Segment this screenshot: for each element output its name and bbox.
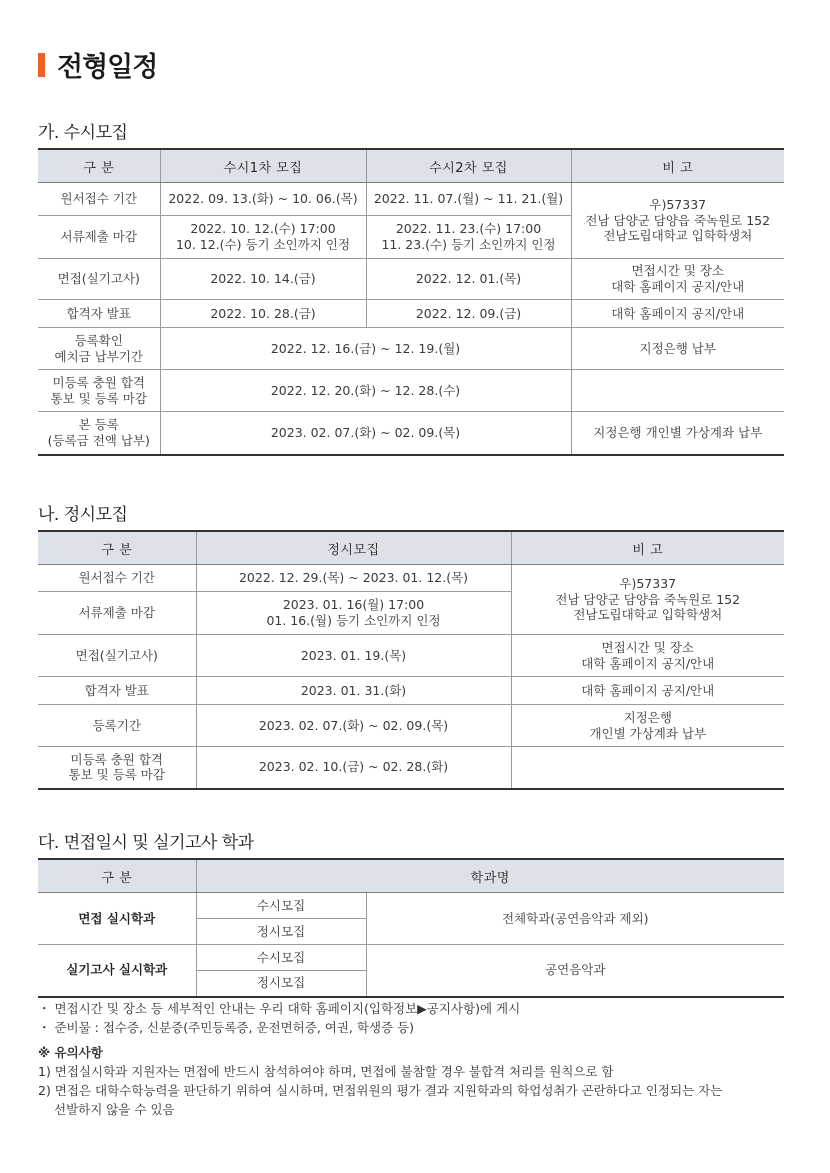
row-label: 원서접수 기간: [60, 191, 137, 207]
row-label: 합격자 발표: [38, 677, 196, 705]
cell-value: 2022. 10. 14.(금): [160, 259, 366, 300]
table-row: [38, 565, 784, 592]
jeongsi-schedule-table: [38, 530, 784, 790]
table-row: [38, 370, 784, 412]
row-label: 서류제출 마감: [38, 216, 160, 259]
header-category: 구 분: [38, 531, 196, 565]
cell-line: 11. 23.(수) 등기 소인까지 인정: [381, 237, 556, 252]
table-row: [38, 183, 784, 216]
cell-line: (등록금 전액 납부): [47, 432, 150, 448]
cell-line: 개인별 가상계좌 납부: [589, 725, 707, 741]
cell-note: [511, 747, 784, 789]
cell-line: 지정은행: [623, 709, 672, 725]
group-label-practical: 실기고사 실시학과: [38, 945, 196, 997]
cell-note: [511, 705, 784, 747]
cell-value: 2023. 01. 31.(화): [196, 677, 511, 705]
cell-note: 대학 홈페이지 공지/안내: [511, 677, 784, 705]
row-label: 등록기간: [38, 705, 196, 747]
cell-line: 본 등록: [78, 417, 119, 433]
table-row: [38, 635, 784, 677]
notes-block: [38, 999, 798, 1119]
cell-value: 2023. 02. 10.(금) ~ 02. 28.(화): [196, 747, 511, 789]
caution-title: ※ 유의사항: [38, 1045, 103, 1060]
row-label: [38, 328, 160, 370]
cell-value: 2023. 02. 07.(화) ~ 02. 09.(목): [196, 705, 511, 747]
cell-note: [511, 635, 784, 677]
address-postal: 우)57337: [649, 197, 707, 213]
cell-value: 2022. 09. 13.(화) ~ 10. 06.(목): [160, 183, 366, 216]
table-row: [38, 747, 784, 789]
cell-note: 지정은행 개인별 가상계좌 납부: [571, 412, 784, 455]
caution-item: 2) 면접은 대학수학능력을 판단하기 위하여 실시하며, 면접위원의 평가 결과 지원학과의 학업성취가 곤란하다고 인정되는 자는: [38, 1083, 723, 1098]
cell-note: [571, 259, 784, 300]
table-header-row: [38, 859, 784, 893]
note-bullet: ・ 면접시간 및 장소 등 세부적인 안내는 우리 대학 홈페이지(입학정보▶공지사항)에 게시: [38, 1001, 521, 1016]
table-header-row: [38, 531, 784, 565]
table-row: [38, 893, 784, 919]
section-title-jeongsi: 나. 정시모집: [38, 505, 128, 525]
cell-value: 2022. 11. 07.(월) ~ 11. 21.(월): [366, 183, 571, 216]
row-label: 원서접수 기간: [78, 570, 155, 586]
susi-schedule-table: [38, 148, 784, 456]
cell-line: 통보 및 등록 마감: [68, 767, 165, 783]
row-label: 서류제출 마감: [38, 592, 196, 635]
cell-line: 통보 및 등록 마감: [50, 390, 147, 406]
row-label: 합격자 발표: [38, 300, 160, 328]
table-header-row: [38, 149, 784, 183]
caution-item-continued: 선발하지 않을 수 있음: [54, 1102, 175, 1117]
cell-line: 01. 16.(월) 등기 소인까지 인정: [266, 613, 441, 628]
dept-name: 전체학과(공연음악과 제외): [366, 893, 784, 945]
table-row: [38, 300, 784, 328]
address-street: 전남 담양군 담양읍 죽녹원로 152: [585, 212, 771, 228]
address-note: [511, 565, 784, 635]
row-label: [38, 370, 160, 412]
cell-line: 등록확인: [74, 332, 123, 348]
cell-value: 2022. 12. 01.(목): [366, 259, 571, 300]
cell-value: 2022. 12. 09.(금): [366, 300, 571, 328]
cell-note: 지정은행 납부: [571, 328, 784, 370]
header-note: 비 고: [571, 149, 784, 183]
cell-value: [196, 592, 511, 635]
header-dept: 학과명: [196, 859, 784, 893]
cell-value: [366, 216, 571, 259]
note-bullet: ・ 준비물 : 접수증, 신분증(주민등록증, 운전면허증, 여권, 학생증 등): [38, 1020, 415, 1035]
header-jeongsi: 정시모집: [196, 531, 511, 565]
cell-line: 미등록 충원 합격: [70, 751, 163, 767]
address-note: [571, 183, 784, 259]
cell-line: 2022. 11. 23.(수) 17:00: [395, 221, 542, 237]
cell-value: [160, 216, 366, 259]
section-title-susi: 가. 수시모집: [38, 123, 128, 143]
sub-label: 수시모집: [196, 945, 366, 971]
dept-name: 공연음악과: [366, 945, 784, 997]
page-title-text: 전형일정: [57, 52, 158, 83]
sub-label: 수시모집: [196, 893, 366, 919]
table-row: [38, 705, 784, 747]
group-label-interview: 면접 실시학과: [78, 910, 156, 926]
page-title: [38, 45, 157, 84]
row-label: [38, 412, 160, 455]
header-susi2: 수시2차 모집: [366, 149, 571, 183]
cell-line: 2022. 10. 12.(수) 17:00: [190, 221, 336, 237]
cell-line: 미등록 충원 합격: [52, 374, 145, 390]
row-label: 면접(실기고사): [38, 635, 196, 677]
cell-line: 면접시간 및 장소: [601, 639, 694, 655]
address-office: 전남도립대학교 입학학생처: [603, 228, 753, 244]
cell-line: 10. 12.(수) 등기 소인까지 인정: [175, 237, 351, 252]
table-row: [38, 328, 784, 370]
table-row: [38, 677, 784, 705]
cell-value: 2022. 12. 16.(금) ~ 12. 19.(월): [160, 328, 571, 370]
row-label: [38, 747, 196, 789]
cell-value: 2022. 12. 20.(화) ~ 12. 28.(수): [160, 370, 571, 412]
header-susi1: 수시1차 모집: [160, 149, 366, 183]
cell-line: 대학 홈페이지 공지/안내: [581, 655, 715, 671]
sub-label: 정시모집: [196, 971, 366, 997]
address-postal: 우)57337: [619, 576, 677, 592]
cell-value: 2023. 02. 07.(화) ~ 02. 09.(목): [160, 412, 571, 455]
cell-line: 대학 홈페이지 공지/안내: [611, 279, 745, 294]
cell-line: 2023. 01. 16(월) 17:00: [282, 597, 425, 613]
section-title-interview: 다. 면접일시 및 실기고사 학과: [38, 833, 254, 853]
cell-note: 대학 홈페이지 공지/안내: [571, 300, 784, 328]
header-note: 비 고: [511, 531, 784, 565]
address-street: 전남 담양군 담양읍 죽녹원로 152: [555, 591, 741, 607]
address-office: 전남도립대학교 입학학생처: [573, 607, 723, 623]
table-row: [38, 945, 784, 971]
cell-value: 2022. 10. 28.(금): [160, 300, 366, 328]
header-category: 구 분: [38, 149, 160, 183]
cell-value: 2022. 12. 29.(목) ~ 2023. 01. 12.(목): [196, 565, 511, 592]
cell-value: 2023. 01. 19.(목): [196, 635, 511, 677]
header-category: 구 분: [38, 859, 196, 893]
interview-dept-table: [38, 858, 784, 998]
cell-line: 면접시간 및 장소: [631, 263, 724, 279]
table-row: [38, 412, 784, 455]
table-row: [38, 259, 784, 300]
row-label: 면접(실기고사): [38, 259, 160, 300]
caution-item: 1) 면접실시학과 지원자는 면접에 반드시 참석하여야 하며, 면접에 불참할 경우 불합격 처리를 원칙으로 함: [38, 1064, 614, 1079]
sub-label: 정시모집: [196, 919, 366, 945]
cell-line: 예치금 납부기간: [54, 348, 143, 364]
title-accent-bar: [38, 53, 45, 77]
cell-note: [571, 370, 784, 412]
